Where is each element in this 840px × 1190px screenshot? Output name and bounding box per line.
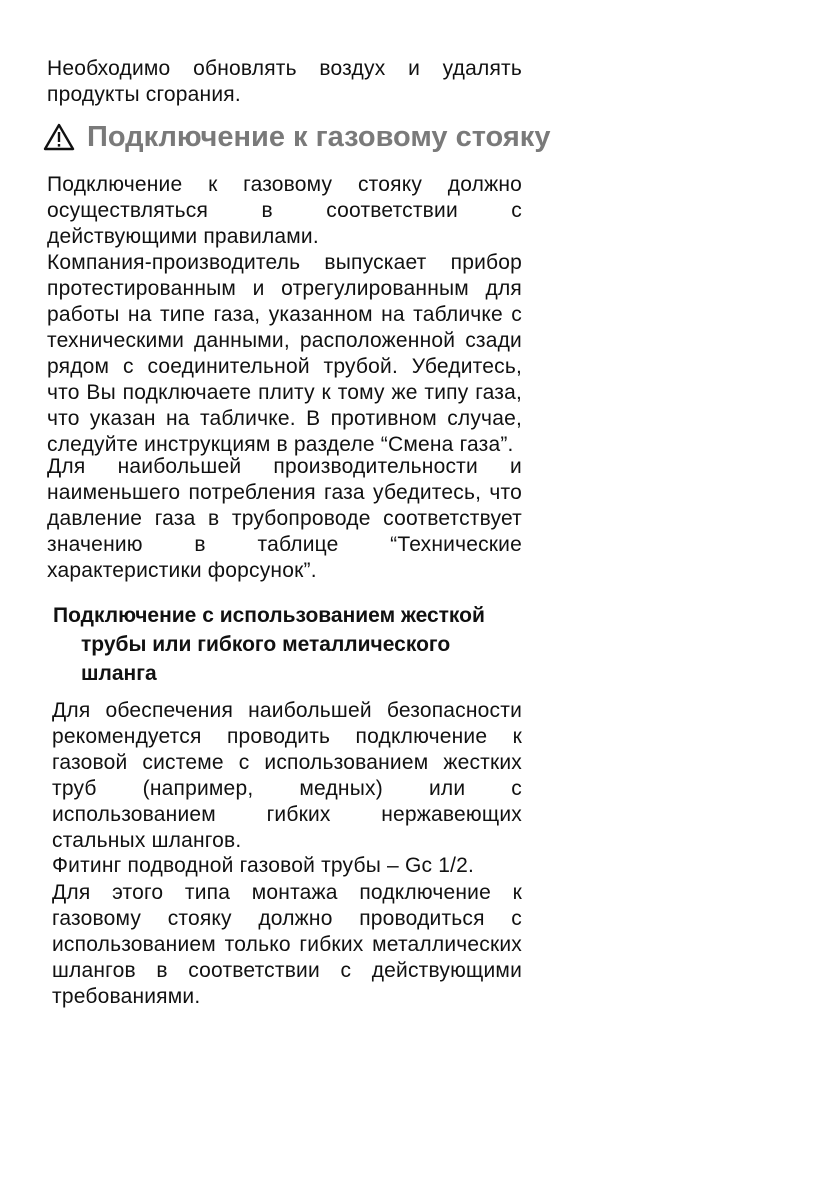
section-paragraph: Компания-производитель выпускает прибор протестированным и отрегулированным для работы на типе газа, указанном на табличке с техническими данными, расположенной сзади рядом с соединительной трубой. Убедитесь, что Вы подключаете плиту к тому же типу газа, что указан на табличке. В противном случае, следуйте инструкциям в разделе “Смена газа”.: [47, 251, 522, 456]
subsection-paragraph: Для обеспечения наибольшей безопасности рекомендуется проводить подключение к газовой системе с использованием жестких труб (например, медных) или с использованием гибких нержавеющих стальных шлангов.: [52, 699, 522, 852]
subsection-heading: Подключение с использованием жесткой трубы или гибкого металлического шланга: [53, 604, 485, 685]
section-paragraph: Для наибольшей производительности и наименьшего потребления газа убедитесь, что давление газа в трубопроводе соответствует значению в таблице “Технические характеристики форсунок”.: [47, 455, 522, 582]
section-paragraph: Подключение к газовому стояку должно осуществляться в соответствии с действующими правилами.: [47, 173, 522, 248]
warning-triangle-icon: [43, 123, 75, 151]
subsection-paragraph: Для этого типа монтажа подключение к газовому стояку должно проводиться с использованием только гибких металлических шлангов в соответствии с действующими требованиями.: [52, 881, 522, 1008]
subsection-paragraph: Фитинг подводной газовой трубы – Gc 1/2.: [52, 854, 475, 877]
section-title: Подключение к газовому стояку: [87, 121, 551, 153]
intro-paragraph: Необходимо обновлять воздух и удалять продукты сгорания.: [47, 57, 522, 106]
section-heading: [43, 117, 603, 157]
